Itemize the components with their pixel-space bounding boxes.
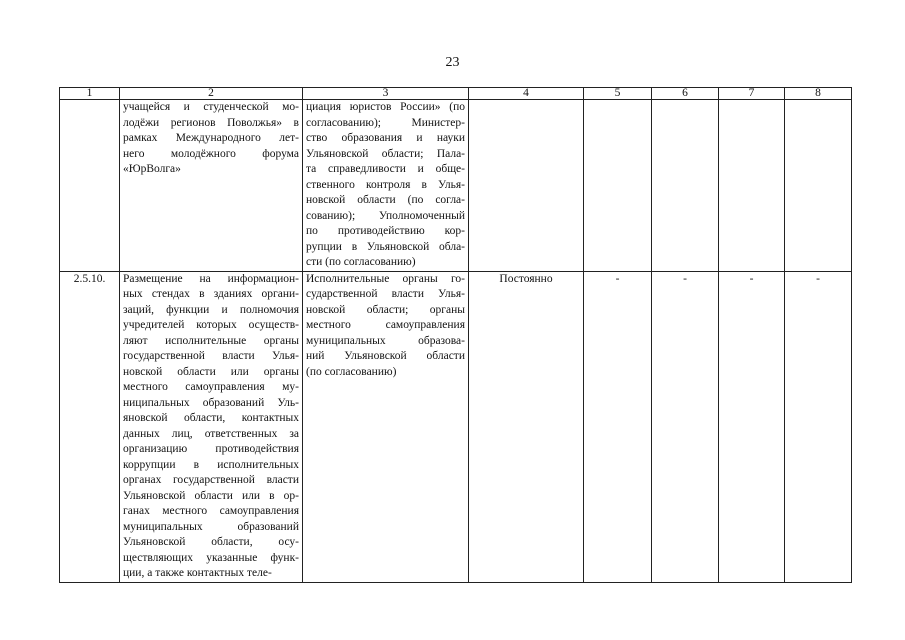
col-8-value: - [785, 271, 852, 582]
text-line: учащейся и студенческой мо- [123, 101, 299, 113]
header-cell: 3 [303, 88, 469, 100]
text-line: ний Ульяновской области [306, 350, 465, 362]
text-line: сованию); Уполномоченный [306, 209, 465, 222]
text-line: муниципальных образований [123, 520, 299, 533]
text-line: местного самоуправления му- [123, 381, 299, 393]
header-cell: 4 [469, 88, 584, 100]
header-cell: 8 [785, 88, 852, 100]
text-line: коррупции в исполнительных [123, 458, 299, 471]
text-line: рамках Международного лет- [123, 132, 299, 144]
text-line: «ЮрВолга» [123, 163, 181, 175]
text-line: него молодёжного форума [123, 147, 299, 160]
text-line: Ульяновской области; Пала- [306, 147, 465, 160]
header-row [60, 88, 852, 100]
text-line: ляют исполнительные органы [123, 334, 299, 347]
text-line: та справедливости и обще- [306, 163, 465, 175]
header-cell: 2 [120, 88, 303, 100]
text-line: Исполнительные органы го- [306, 272, 465, 285]
text-line: новской области; органы [306, 303, 465, 316]
text-line: Ульяновской области или в ор- [123, 489, 299, 502]
event-description [120, 100, 303, 272]
text-line: Размещение на информацион- [123, 272, 299, 285]
text-line: рупции в Ульяновской обла- [306, 240, 465, 253]
text-line: ственного контроля в Улья- [306, 178, 465, 191]
text-line: ниципальных образований Уль- [123, 396, 299, 409]
col-6-value: - [652, 271, 719, 582]
text-line: по противодействию кор- [306, 225, 465, 237]
text-line: лодёжи регионов Поволжья» в [123, 116, 299, 129]
text-line: новской области или органы [123, 365, 299, 378]
text-line: государственной власти Улья- [123, 350, 299, 362]
event-description [120, 271, 303, 582]
header-cell: 1 [60, 88, 120, 100]
text-line: циация юристов России» (по [306, 101, 465, 113]
deadline: Постоянно [469, 271, 584, 582]
text-line: ции, а также контактных теле- [123, 567, 272, 579]
text-line: ществляющих указанные функ- [123, 551, 299, 564]
col-7-value: - [719, 271, 785, 582]
text-line: (по согласованию) [306, 365, 397, 378]
text-line: яновской области, контактных [123, 412, 299, 424]
responsible-parties [303, 271, 469, 582]
text-line: согласованию); Министер- [306, 116, 465, 129]
header-cell: 7 [719, 88, 785, 100]
text-line: сударственной власти Улья- [306, 288, 465, 300]
deadline [469, 100, 584, 272]
item-number: 2.5.10. [60, 271, 120, 582]
plan-table [59, 87, 852, 583]
table-row [60, 271, 852, 582]
page-number: 23 [445, 55, 460, 70]
text-line: ных стендах в зданиях органи- [123, 288, 299, 300]
header-cell: 6 [652, 88, 719, 100]
text-line: учредителей которых осуществ- [123, 319, 299, 331]
text-line: заций, функции и полномочия [123, 303, 299, 316]
text-line: организацию противодействия [123, 443, 299, 455]
text-line: местного самоуправления [306, 319, 465, 331]
text-line: муниципальных образова- [306, 334, 465, 347]
text-line: органах государственной власти [123, 474, 299, 486]
col-5-value: - [584, 271, 652, 582]
text-line: ганах местного самоуправления [123, 505, 299, 517]
text-line: данных лиц, ответственных за [123, 427, 299, 440]
header-cell: 5 [584, 88, 652, 100]
col-5-value [584, 100, 652, 272]
col-8-value [785, 100, 852, 272]
responsible-parties [303, 100, 469, 272]
table-row [60, 100, 852, 272]
item-number [60, 100, 120, 272]
col-6-value [652, 100, 719, 272]
text-line: ство образования и науки [306, 132, 465, 144]
text-line: сти (по согласованию) [306, 256, 416, 268]
text-line: Ульяновской области, осу- [123, 536, 299, 548]
col-7-value [719, 100, 785, 272]
text-line: новской области (по согла- [306, 194, 465, 206]
